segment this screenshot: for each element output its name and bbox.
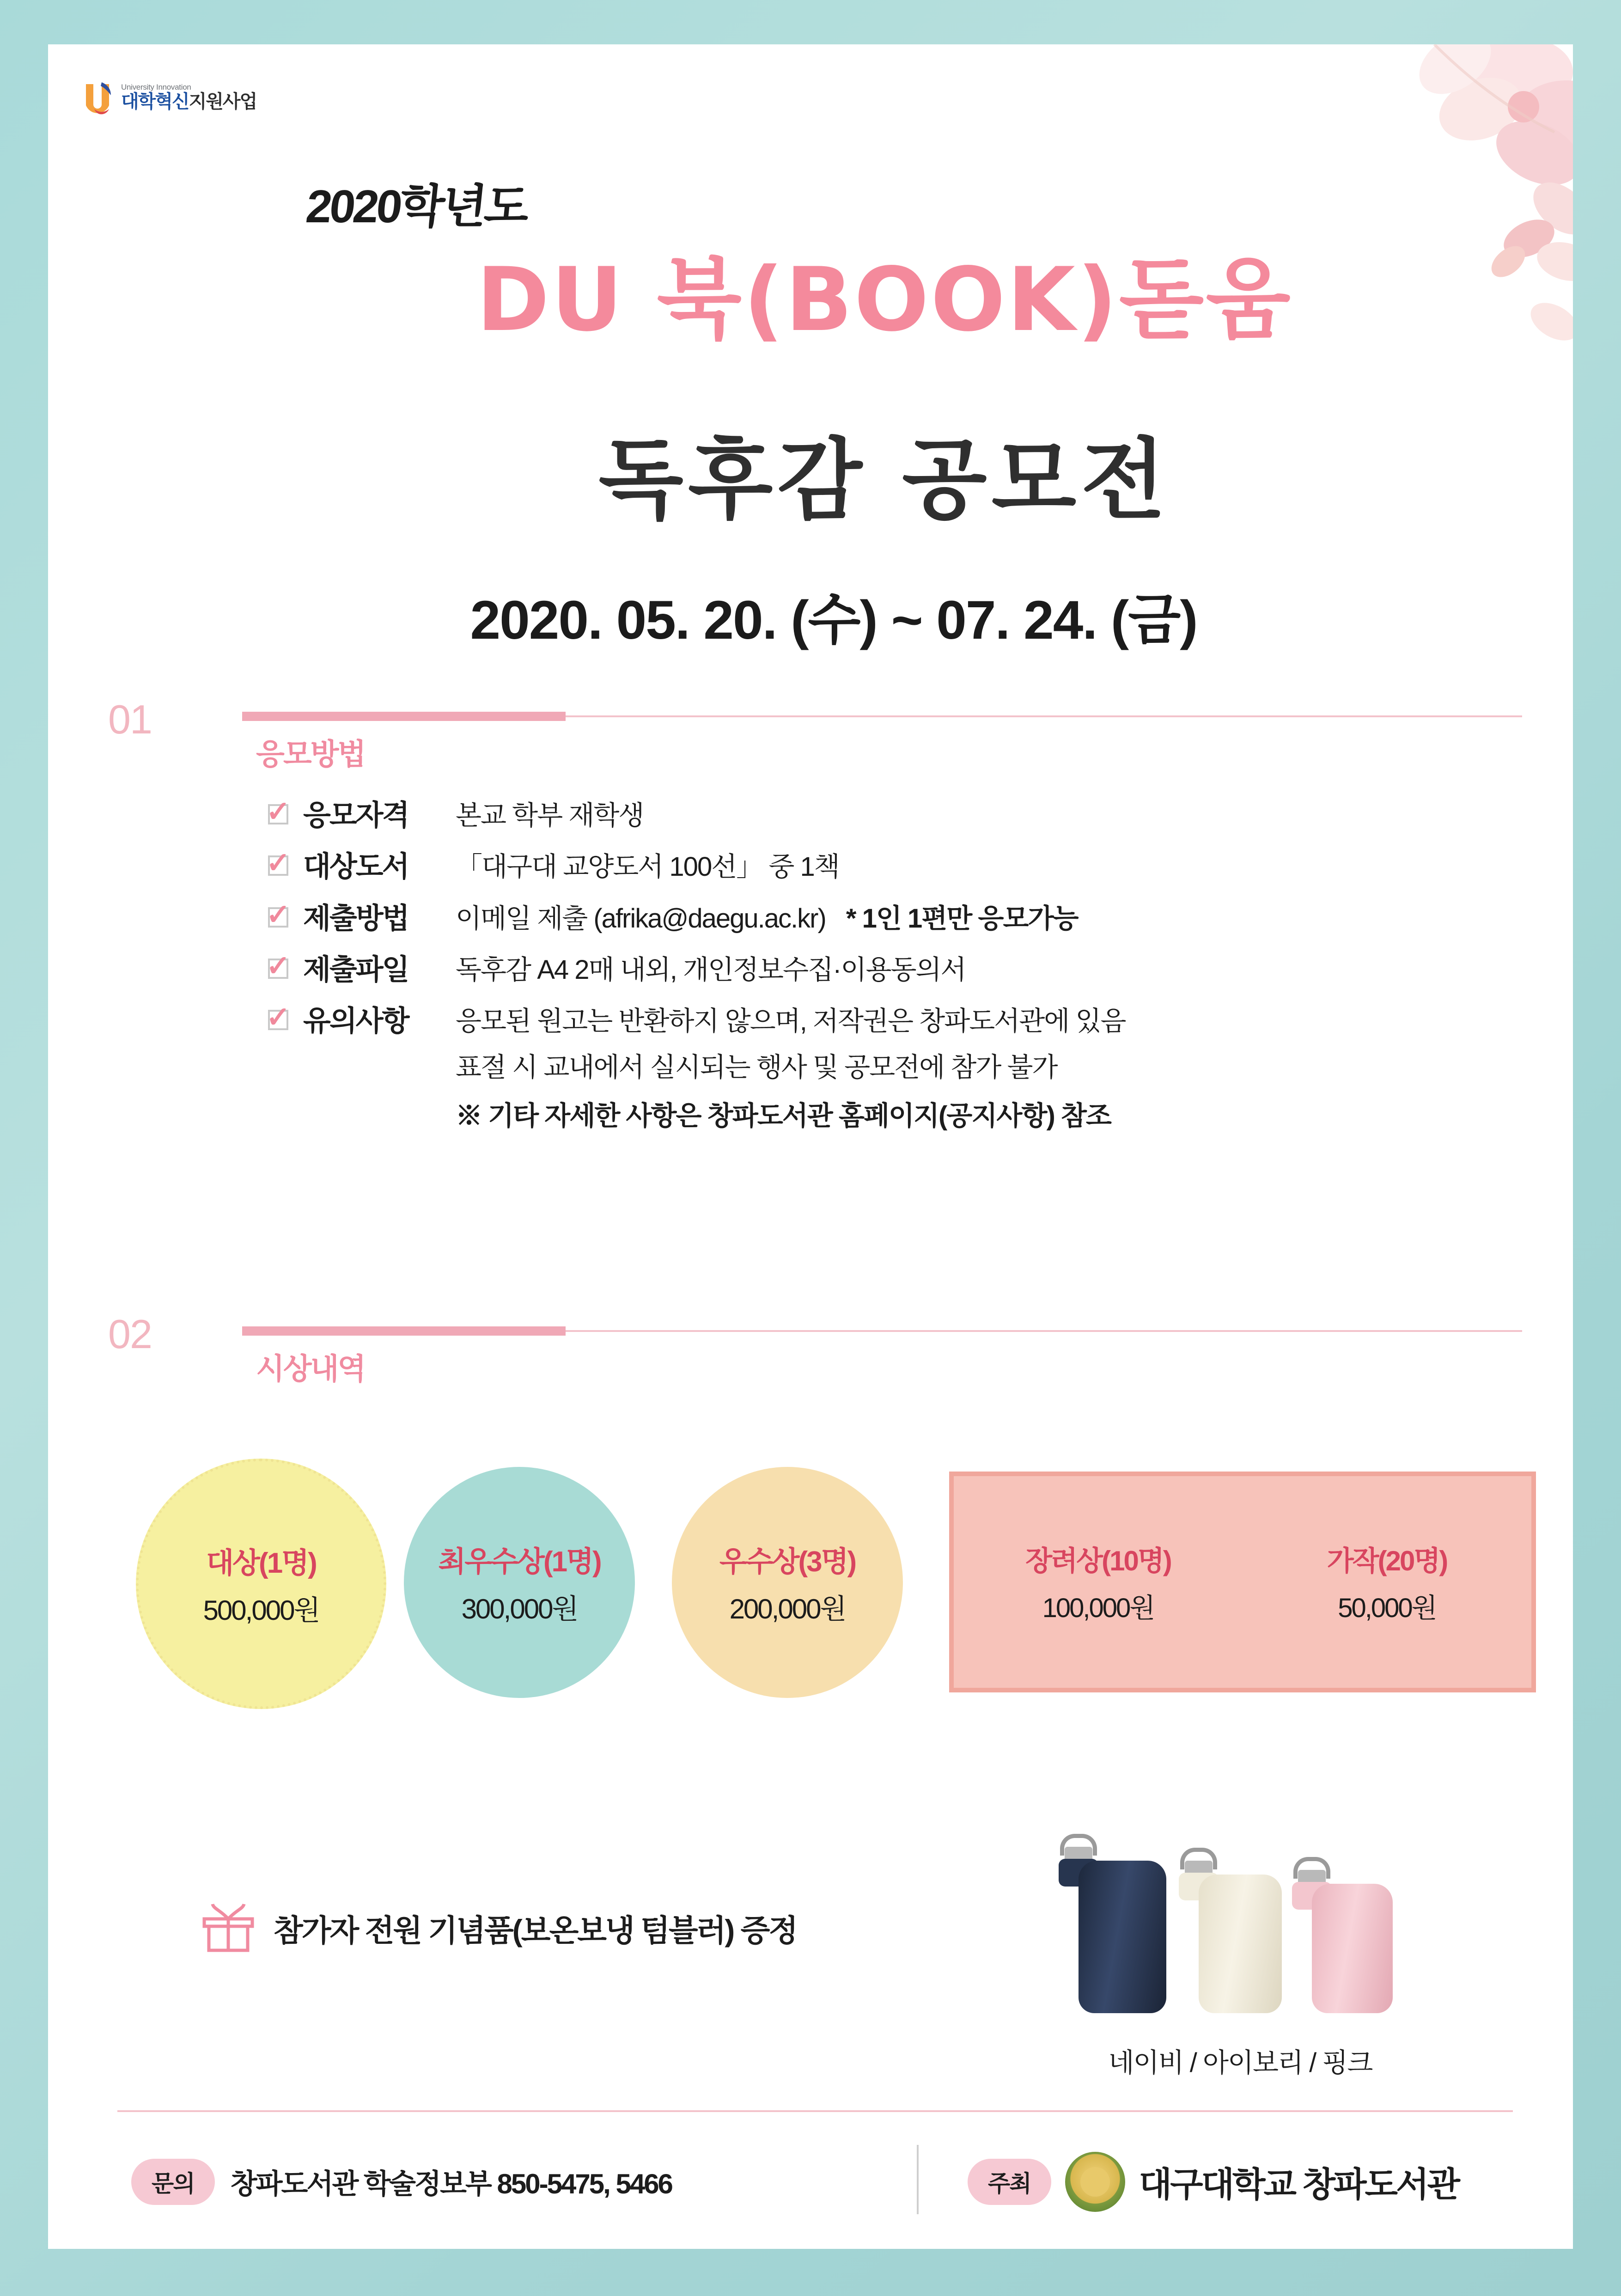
info-value-emphasis: * 1인 1편만 응모가능: [846, 903, 1078, 934]
check-icon: ✓: [266, 796, 290, 828]
info-key: 대상도서: [303, 851, 408, 883]
prize-name: 최우수상(1명): [438, 1545, 601, 1578]
footer-inquiry: [131, 2159, 672, 2205]
info-value: 응모된 원고는 반환하지 않으며, 저작권은 창파도서관에 있음: [456, 1006, 1126, 1037]
section-rule-02: [242, 1330, 1522, 1332]
academic-year: 2020학년도: [304, 181, 530, 232]
section-label-01: 응모방법: [256, 738, 365, 771]
logo-text-en: University Innovation: [121, 83, 191, 92]
logo-text-kr-prefix: 대학혁신: [121, 91, 189, 112]
check-icon: ✓: [266, 950, 290, 982]
prize-grand: [136, 1459, 386, 1709]
prize-amount: 200,000원: [729, 1593, 846, 1624]
poster-sheet: [48, 44, 1573, 2249]
logo-mark-icon: [80, 81, 115, 121]
info-row: [265, 898, 1536, 937]
prize-honorable: [1243, 1476, 1531, 1688]
prize-amount: 50,000원: [1338, 1593, 1436, 1623]
logo-text-kr-suffix: 지원사업: [189, 91, 257, 112]
footer-host: [968, 2152, 1458, 2212]
info-value-wrap: [456, 901, 1078, 937]
footer-divider: [117, 2110, 1513, 2112]
info-value: 독후감 A4 2매 내외, 개인정보수집·이용동의서: [456, 954, 966, 985]
host-name: 대구대학교 창파도서관: [1139, 2165, 1459, 2204]
inquiry-text: 창파도서관 학술정보부 850-5475, 5466: [230, 2168, 672, 2199]
prize-excellence: [672, 1467, 903, 1698]
info-value: 이메일 제출 (afrika@daegu.ac.kr): [456, 903, 826, 934]
info-value-line2: 표절 시 교내에서 실시되는 행사 및 공모전에 참가 불가: [456, 1052, 1057, 1083]
check-icon: ✓: [266, 898, 290, 931]
inquiry-badge: 문의: [131, 2159, 215, 2205]
prize-list: [136, 1459, 1545, 1708]
poster-title-line2: 독후감 공모전: [598, 429, 1170, 531]
section-number-01: 01: [108, 696, 152, 742]
info-row: [265, 952, 1536, 988]
info-value-note: ※ 기타 자세한 사항은 창파도서관 홈페이지(공지사항) 참조: [456, 1100, 1111, 1131]
section-rule-01: [242, 715, 1522, 717]
daegu-university-emblem-icon: [1065, 2152, 1125, 2212]
tumbler-colors-caption: 네이비 / 아이보리 / 핑크: [1108, 2048, 1372, 2078]
gift-text: 참가자 전원 기념품(보온보냉 텀블러) 증정: [274, 1913, 797, 1948]
info-key: 제출방법: [303, 902, 408, 934]
section-label-02: 시상내역: [256, 1352, 365, 1386]
info-row: [265, 798, 1536, 834]
prize-name: 우수상(3명): [719, 1545, 856, 1578]
info-row: [265, 849, 1536, 885]
tumbler-images: [1060, 1796, 1444, 2009]
poster-title-line1: DU 북(BOOK)돋움: [476, 249, 1292, 351]
info-value: 본교 학부 재학생: [456, 800, 644, 830]
info-key: 제출파일: [303, 953, 408, 986]
prize-name: 대상(1명): [206, 1547, 316, 1579]
footer-vertical-divider: [917, 2145, 919, 2214]
prize-name: 가작(20명): [1327, 1545, 1447, 1576]
prize-amount: 100,000원: [1042, 1593, 1154, 1623]
prize-box-group: [949, 1472, 1536, 1692]
gift-icon: [201, 1902, 256, 1953]
section-header-prizes: [48, 1311, 1434, 1386]
logo-text: [121, 83, 256, 111]
info-key: 유의사항: [303, 1005, 408, 1038]
check-icon: ✓: [266, 847, 290, 879]
info-value: 「대구대 교양도서 100선」 중 1책: [456, 852, 839, 882]
check-icon: ✓: [266, 1001, 290, 1034]
info-key: 응모자격: [303, 800, 408, 831]
university-innovation-logo: [80, 81, 256, 121]
prize-amount: 300,000원: [461, 1593, 578, 1624]
event-period: 2020. 05. 20. (수) ~ 07. 24. (금): [470, 590, 1197, 651]
host-badge: 주최: [968, 2159, 1051, 2205]
gift-row: [201, 1902, 797, 1953]
prize-name: 장려상(10명): [1025, 1545, 1171, 1576]
section-header-application: [48, 696, 1434, 771]
prize-amount: 500,000원: [203, 1594, 319, 1626]
section-number-02: 02: [108, 1311, 152, 1357]
prize-encouragement: [954, 1476, 1243, 1688]
prize-best: [404, 1467, 635, 1698]
application-info-list: [265, 798, 1536, 1149]
info-row: [265, 1003, 1536, 1134]
logo-text-kr: [121, 92, 256, 111]
info-value-wrap: [456, 1003, 1126, 1134]
